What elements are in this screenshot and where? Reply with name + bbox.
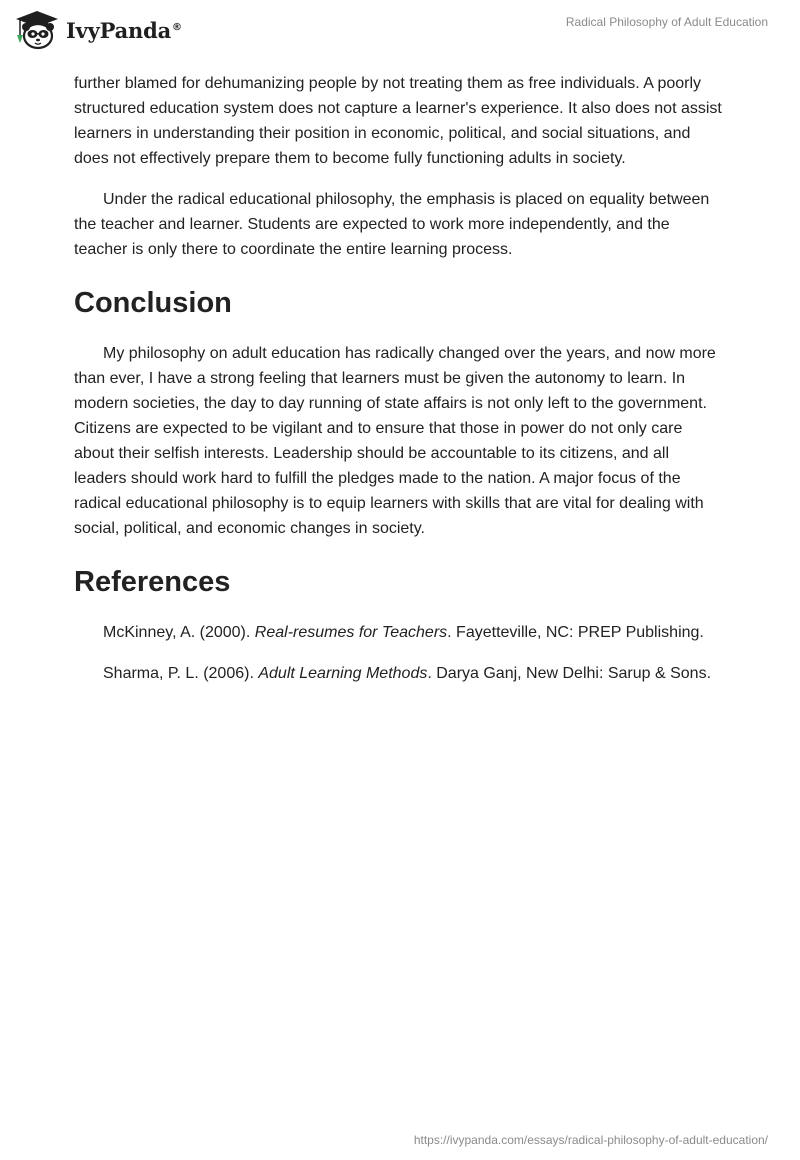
- brand-name: IvyPanda®: [66, 17, 182, 43]
- reference-title: Real-resumes for Teachers: [254, 624, 448, 641]
- registered-mark: ®: [172, 21, 182, 33]
- reference-author: Sharma, P. L. (2006).: [103, 665, 259, 682]
- reference-entry: [74, 620, 724, 645]
- reference-entry: [74, 661, 724, 686]
- reference-author: McKinney, A. (2000).: [103, 624, 255, 641]
- references-heading: References: [74, 566, 231, 598]
- footer-url-link[interactable]: https://ivypanda.com/essays/radical-philosophy-of-adult-education/: [413, 1133, 768, 1147]
- conclusion-heading: Conclusion: [74, 287, 232, 319]
- panda-graduation-cap-icon: [14, 10, 60, 50]
- document-title: Radical Philosophy of Adult Education: [565, 15, 768, 29]
- reference-title: Adult Learning Methods: [258, 665, 428, 682]
- ivypanda-logo[interactable]: [14, 9, 204, 51]
- document-body: [74, 71, 724, 702]
- body-paragraph: Under the radical educational philosophy, the emphasis is placed on equality between the teacher and learner. Students are expected to work more independently, and the teacher is only there to coordinate the entire learning process.: [74, 191, 710, 258]
- conclusion-paragraph: My philosophy on adult education has radically changed over the years, and now more than ever, I have a strong feeling that learners must be given the autonomy to learn. In modern societies, the day to day running of state affairs is not only left to the government. Citizens are expected to be vigilant and to ensure that those in power do not only care about their selfish interests. Leadership should be accountable to its citizens, and all leaders should work hard to fulfill the pledges made to the nation. A major focus of the radical educational philosophy is to equip learners with skills that are vital for dealing with social, political, and economic changes in society.: [74, 345, 716, 537]
- page-header: [0, 0, 800, 60]
- body-paragraph: further blamed for dehumanizing people by not treating them as free individuals. A poorly structured education system does not capture a learner's experience. It also does not assist learners in understanding their position in economic, political, and social situations, and does not effectively prepare them to become fully functioning adults in society.: [74, 75, 722, 167]
- reference-publisher: . Fayetteville, NC: PREP Publishing.: [447, 624, 704, 641]
- reference-publisher: . Darya Ganj, New Delhi: Sarup & Sons.: [427, 665, 712, 682]
